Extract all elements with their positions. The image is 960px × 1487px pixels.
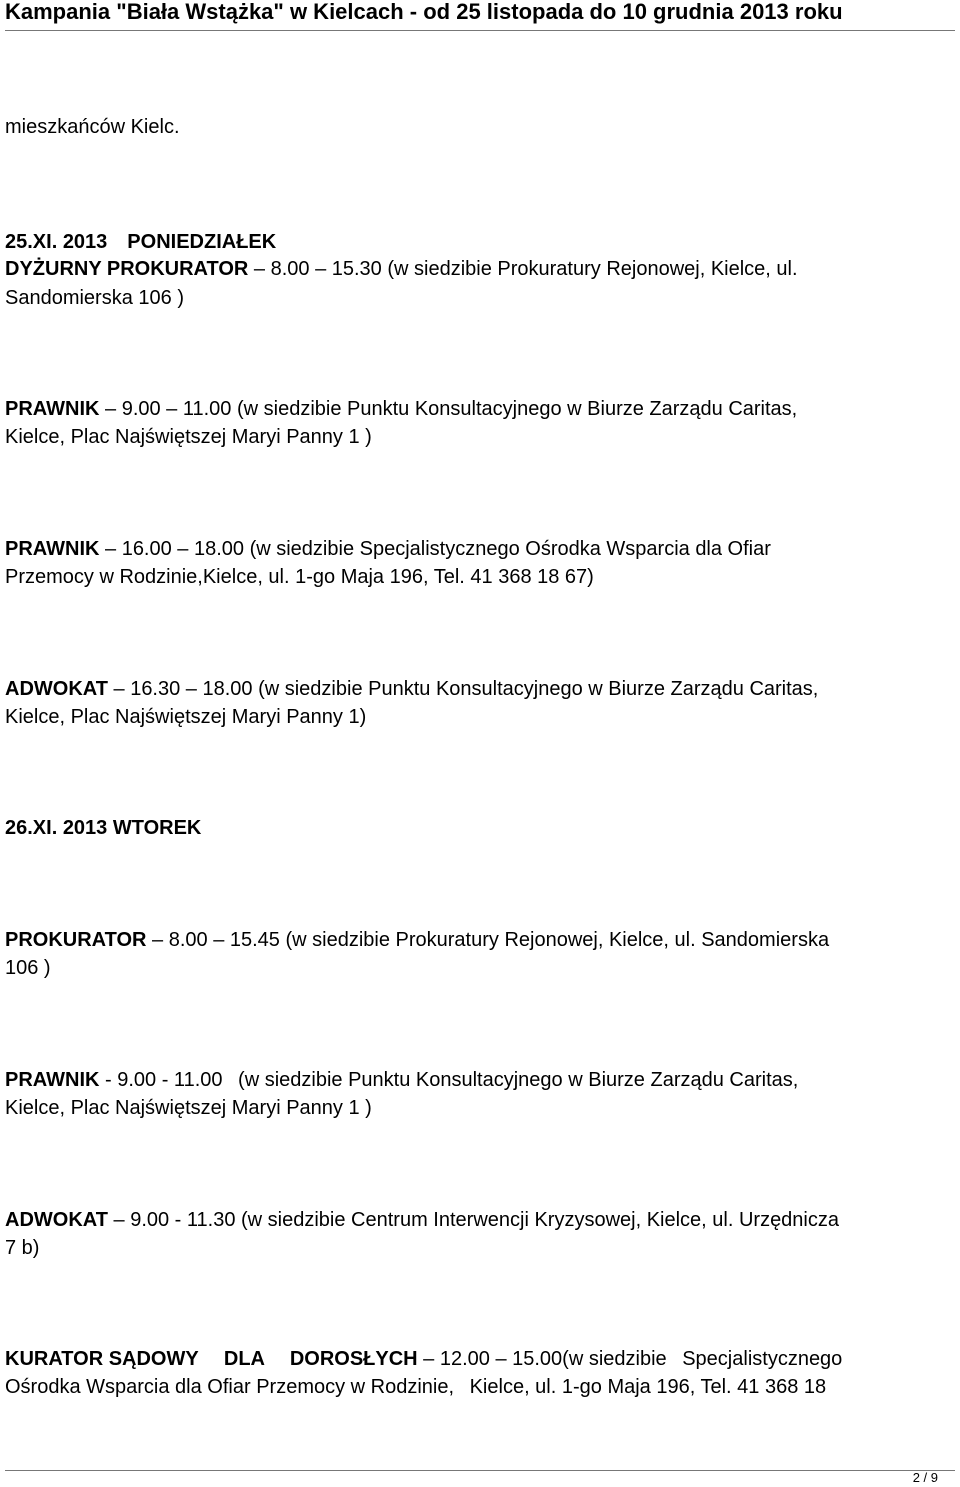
header-divider [5, 30, 955, 31]
tuesday-entry-4 [5, 1345, 842, 1373]
monday-entry-1 [5, 255, 798, 283]
entry-role: PRAWNIK [5, 1069, 100, 1091]
monday-entry-3-cont: Przemocy w Rodzinie,Kielce, ul. 1-go Maja 196, Tel. 41 368 18 67) [5, 566, 594, 588]
tuesday-entry-3-cont: 7 b) [5, 1237, 40, 1259]
tuesday-entry-1 [5, 926, 829, 954]
monday-entry-4-cont: Kielce, Plac Najświętszej Maryi Panny 1) [5, 706, 367, 728]
tuesday-entry-2 [5, 1066, 798, 1094]
footer-divider [5, 1470, 955, 1471]
monday-entry-4 [5, 675, 818, 703]
entry-details: – 16.30 – 18.00 (w siedzibie Punktu Konsultacyjnego w Biurze Zarządu Caritas, [107, 678, 819, 700]
day-heading-tuesday: 26.XI. 2013 WTOREK [5, 817, 202, 839]
entry-role: PRAWNIK [5, 398, 100, 420]
tuesday-entry-3 [5, 1206, 839, 1234]
monday-entry-2-cont: Kielce, Plac Najświętszej Maryi Panny 1 ) [5, 426, 372, 448]
entry-role: PRAWNIK [5, 538, 100, 560]
entry-details: – 12.00 – 15.00(w siedzibie Specjalistycznego [417, 1348, 843, 1370]
tuesday-entry-1-cont: 106 ) [5, 957, 51, 979]
monday-entry-1-cont: Sandomierska 106 ) [5, 287, 184, 309]
intro-text: mieszkańców Kielc. [5, 116, 180, 138]
tuesday-entry-4-cont: Ośrodka Wsparcia dla Ofiar Przemocy w Rodzinie, Kielce, ul. 1-go Maja 196, Tel. 41 368 18 [5, 1376, 827, 1398]
tuesday-entry-2-cont: Kielce, Plac Najświętszej Maryi Panny 1 ) [5, 1097, 372, 1119]
entry-role: ADWOKAT [5, 678, 108, 700]
entry-details: – 16.00 – 18.00 (w siedzibie Specjalistycznego Ośrodka Wsparcia dla Ofiar [99, 538, 771, 560]
page-header-title: Kampania "Biała Wstążka" w Kielcach - od 25 listopada do 10 grudnia 2013 roku [5, 0, 843, 24]
entry-role: ADWOKAT [5, 1209, 108, 1231]
entry-details: – 9.00 - 11.30 (w siedzibie Centrum Interwencji Kryzysowej, Kielce, ul. Urzędnicza [107, 1209, 839, 1231]
monday-entry-3 [5, 535, 771, 563]
entry-role: KURATOR SĄDOWY DLA DOROSŁYCH [5, 1348, 418, 1370]
entry-details: - 9.00 - 11.00 (w siedzibie Punktu Konsultacyjnego w Biurze Zarządu Caritas, [99, 1069, 799, 1091]
entry-details: – 8.00 – 15.45 (w siedzibie Prokuratury Rejonowej, Kielce, ul. Sandomierska [146, 929, 830, 951]
entry-details: – 8.00 – 15.30 (w siedzibie Prokuratury Rejonowej, Kielce, ul. [248, 258, 798, 280]
day-heading-monday: 25.XI. 2013 PONIEDZIAŁEK [5, 231, 277, 253]
monday-entry-2 [5, 395, 797, 423]
entry-details: – 9.00 – 11.00 (w siedzibie Punktu Konsultacyjnego w Biurze Zarządu Caritas, [99, 398, 798, 420]
page-number: 2 / 9 [912, 1470, 938, 1485]
entry-role: PROKURATOR [5, 929, 147, 951]
entry-role: DYŻURNY PROKURATOR [5, 258, 249, 280]
